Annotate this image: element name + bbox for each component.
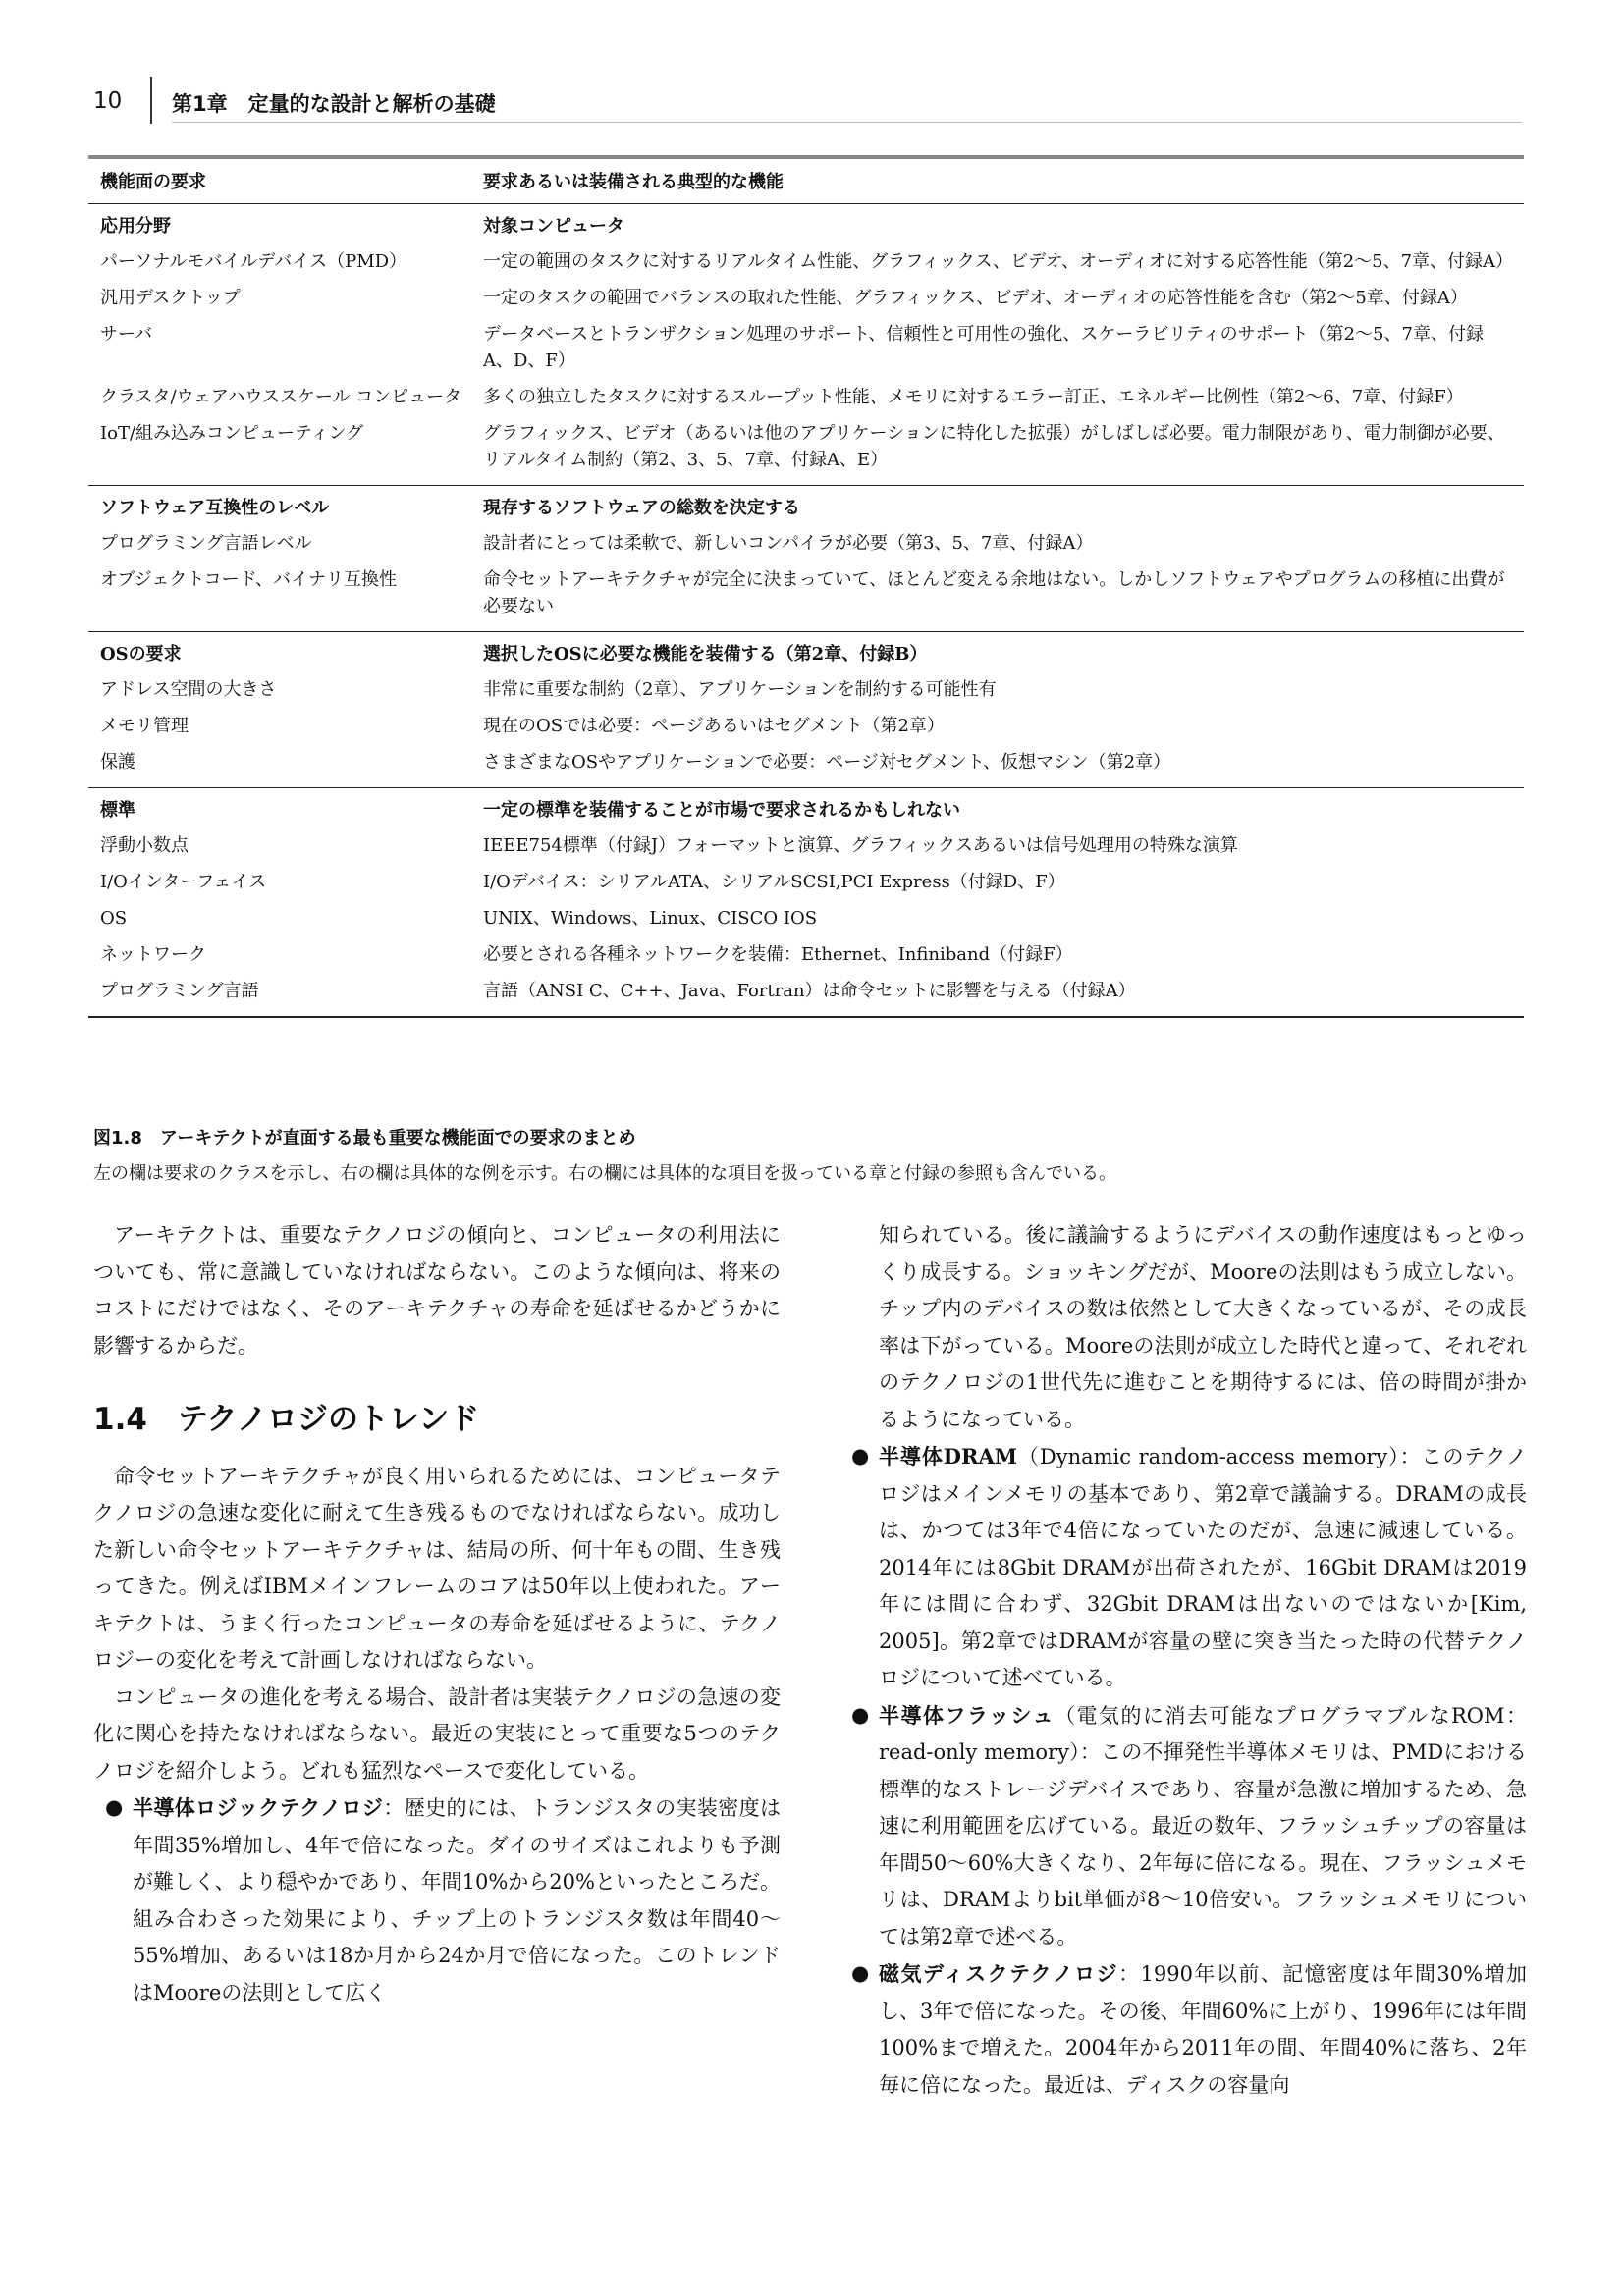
row-value: 非常に重要な制約（2章）、アプリケーションを制約する可能性有 (483, 679, 997, 700)
row-value: 現在のOSでは必要：ページあるいはセグメント（第2章） (483, 716, 945, 736)
row-value: 必要とされる各種ネットワークを装備：Ethernet、Infiniband（付録F） (483, 944, 1073, 965)
row-label: ネットワーク (100, 944, 206, 965)
table-row (88, 709, 1524, 745)
section-desc: 選択したOSに必要な機能を装備する（第2章、付録B） (483, 644, 928, 665)
running-header (93, 86, 1522, 126)
row-value: I/Oデバイス：シリアルATA、シリアルSCSI,PCI Express（付録D、F） (483, 872, 1065, 892)
row-value: UNIX、Windows、Linux、CISCO IOS (483, 908, 818, 929)
page-number: 10 (93, 88, 123, 114)
table-row (88, 562, 1524, 625)
table-section-header (88, 632, 1524, 672)
table-row (88, 526, 1524, 562)
left-column (93, 1217, 781, 2011)
table-col1-header: 機能面の要求 (100, 172, 206, 192)
table-row (88, 937, 1524, 974)
bullet-item (839, 1697, 1527, 1956)
table-section (88, 632, 1524, 788)
table-section-header (88, 788, 1524, 828)
table-row (88, 281, 1524, 317)
row-value: 多くの独立したタスクに対するスループット性能、メモリに対するエラー訂正、エネルギー比例性（第2〜6、7章、付録F） (483, 387, 1464, 407)
table-row (88, 828, 1524, 865)
paragraph-continued: 知られている。後に議論するようにデバイスの動作速度はもっとゆっくり成長する。ショッキングだが、Mooreの法則はもう成立しない。チップ内のデバイスの数は依然として大きくなっているが、その成長率は下がっている。Mooreの法則が成立した時代と違って、それぞれのテクノロジの1世代先に進むことを期待するには、倍の時間が掛かるようになっている。 (879, 1223, 1527, 1431)
row-value: グラフィックス、ビデオ（あるいは他のアプリケーションに特化した拡張）がしばしば必要。電力制限があり、電力制御が必要、リアルタイム制約（第2、3、5、7章、付録A、E） (483, 423, 1505, 470)
paragraph: アーキテクトは、重要なテクノロジの傾向と、コンピュータの利用法についても、常に意識していなければならない。このような傾向は、将来のコストにだけではなく、そのアーキテクチャの寿命を延ばせるかどうかに影響するからだ。 (93, 1223, 781, 1358)
table-section (88, 204, 1524, 486)
chapter-title: 第1章 定量的な設計と解析の基礎 (172, 92, 496, 116)
section-heading: 1.4 テクノロジのトレンド (93, 1402, 480, 1437)
row-label: OS (100, 908, 128, 929)
bullet-text: （Dynamic random-access memory）：このテクノロジはメインメモリの基本であり、第2章で議論する。DRAMの成長は、かつては3年で4倍になっていたのだが、急速に減速している。2014年には8Gbit DRAMが出荷されたが、16Gbit DRAMは2019年には間に合わず、32Gbit DRAMは出ないのではないか[Kim, 2005]。第2章ではDRAMが容量の壁に突き当たった時の代替テクノロジについて述べている。 (879, 1445, 1528, 1689)
section-title: OSの要求 (100, 644, 182, 665)
header-rule (172, 122, 1522, 123)
bullet-item (93, 1789, 781, 2011)
paragraph: コンピュータの進化を考える場合、設計者は実装テクノロジの急速の変化に関心を持たなければならない。最近の実装にとって重要な5つのテクノロジを紹介しよう。どれも猛烈なペースで変化している。 (93, 1684, 781, 1783)
paragraph: 命令セットアーキテクチャが良く用いられるためには、コンピュータテクノロジの急速な変化に耐えて生き残るものでなければならない。成功した新しい命令セットアーキテクチャは、結局の所、何十年もの間、生き残ってきた。例えばIBMメインフレームのコアは50年以上使われた。アーキテクトは、うまく行ったコンピュータの寿命を延ばせるように、テクノロジーの変化を考えて計画しなければならない。 (93, 1464, 781, 1672)
table-col2-header: 要求あるいは装備される典型的な機能 (483, 172, 784, 192)
header-divider (150, 77, 152, 124)
table-section-header (88, 486, 1524, 526)
table-header-row (88, 159, 1524, 204)
row-label: メモリ管理 (100, 716, 189, 736)
bullet-text: （電気的に消去可能なプログラマブルなROM：read-only memory）：この不揮発性半導体メモリは、PMDにおける標準的なストレージデバイスであり、容量が急激に増加するため、急速に利用範囲を広げている。最近の数年、フラッシュチップの容量は年間50〜60%大きくなり、2年毎に倍になる。現在、フラッシュメモリは、DRAMよりbit単価が8〜10倍安い。フラッシュメモリについては第2章で述べる。 (879, 1703, 1527, 1949)
table-row (88, 416, 1524, 479)
caption-title: 図1.8 アーキテクトが直面する最も重要な機能面での要求のまとめ (93, 1128, 636, 1148)
caption-text: 左の欄は要求のクラスを示し、右の欄は具体的な例を示す。右の欄には具体的な項目を扱っている章と付録の参照も含んでいる。 (93, 1163, 1117, 1184)
bullet-term: 半導体DRAM (879, 1444, 1018, 1468)
section-desc: 現存するソフトウェアの総数を決定する (483, 498, 800, 518)
row-value: 一定の範囲のタスクに対するリアルタイム性能、グラフィックス、ビデオ、オーディオに対する応答性能（第2〜5、7章、付録A） (483, 251, 1514, 272)
table-row (88, 865, 1524, 901)
table-row (88, 244, 1524, 281)
row-label: プログラミング言語レベル (100, 533, 312, 554)
section-title: 応用分野 (100, 216, 171, 237)
row-value: データベースとトランザクション処理のサポート、信頼性と可用性の強化、スケーラビリティのサポート（第2〜5、7章、付録A、D、F） (483, 324, 1484, 371)
table-row (88, 380, 1524, 416)
row-label: プログラミング言語 (100, 981, 259, 1001)
right-column (839, 1217, 1527, 2104)
row-value: 言語（ANSI C、C++、Java、Fortran）は命令セットに影響を与える（付録A） (483, 981, 1136, 1001)
bullet-item (839, 1438, 1527, 1697)
section-desc: 一定の標準を装備することが市場で要求されるかもしれない (483, 800, 960, 821)
row-label: クラスタ/ウェアハウススケール コンピュータ (100, 387, 462, 407)
row-value: 一定のタスクの範囲でバランスの取れた性能、グラフィックス、ビデオ、オーディオの応答性能を含む（第2〜5章、付録A） (483, 288, 1468, 308)
row-value: 命令セットアーキテクチャが完全に決まっていて、ほとんど変える余地はない。しかしソフトウェアやプログラムの移植に出費が必要ない (483, 569, 1505, 616)
section-title: 標準 (100, 800, 135, 821)
row-label: 汎用デスクトップ (100, 288, 241, 308)
bullet-term: 半導体フラッシュ (879, 1702, 1056, 1728)
bullet-marker: ● (851, 1702, 870, 1727)
bullet-marker: ● (851, 1444, 870, 1468)
bullet-text: ：歴史的には、トランジスタの実装密度は年間35%増加し、4年で倍になった。ダイのサイズはこれよりも予測が難しく、より穏やかであり、年間10%から20%といったところだ。組み合わさった効果により、チップ上のトランジスタ数は年間40〜55%増加、あるいは18か月から24か月で倍になった。このトレンドはMooreの法則として広く (133, 1796, 781, 2004)
bullet-term: 半導体ロジックテクノロジ (133, 1795, 384, 1820)
row-label: IoT/組み込みコンピューティング (100, 423, 364, 444)
bullet-text: ：1990年以前、記憶密度は年間30%増加し、3年で倍になった。その後、年間60%に上がり、1996年には年間100%まで増えた。2004年から2011年の間、年間40%に落ち、2年毎に倍になった。最近は、ディスクの容量向 (879, 1962, 1527, 2097)
row-label: サーバ (100, 324, 153, 345)
figure-caption (93, 1124, 1527, 1185)
table-row (88, 672, 1524, 709)
row-label: オブジェクトコード、バイナリ互換性 (100, 569, 398, 590)
bullet-item (839, 1955, 1527, 2104)
bullet-marker: ● (105, 1795, 124, 1819)
table-row (88, 974, 1524, 1010)
table-row (88, 317, 1524, 380)
table-row (88, 745, 1524, 781)
row-value: IEEE754標準（付録J）フォーマットと演算、グラフィックスあるいは信号処理用の特殊な演算 (483, 835, 1238, 856)
table-row (88, 901, 1524, 937)
table-section (88, 788, 1524, 1018)
row-label: I/Oインターフェイス (100, 872, 267, 892)
row-label: 保護 (100, 752, 135, 773)
requirements-table (88, 155, 1524, 1018)
section-title: ソフトウェア互換性のレベル (100, 498, 330, 518)
table-section (88, 486, 1524, 632)
row-value: さまざまなOSやアプリケーションで必要：ページ対セグメント、仮想マシン（第2章） (483, 752, 1171, 773)
row-label: 浮動小数点 (100, 835, 189, 856)
bullet-marker: ● (851, 1961, 870, 1985)
section-desc: 対象コンピュータ (483, 216, 624, 237)
row-label: パーソナルモバイルデバイス（PMD） (100, 251, 407, 272)
row-value: 設計者にとっては柔軟で、新しいコンパイラが必要（第3、5、7章、付録A） (483, 533, 1094, 554)
table-section-header (88, 204, 1524, 244)
bullet-term: 磁気ディスクテクノロジ (879, 1961, 1119, 1986)
row-label: アドレス空間の大きさ (100, 679, 277, 700)
